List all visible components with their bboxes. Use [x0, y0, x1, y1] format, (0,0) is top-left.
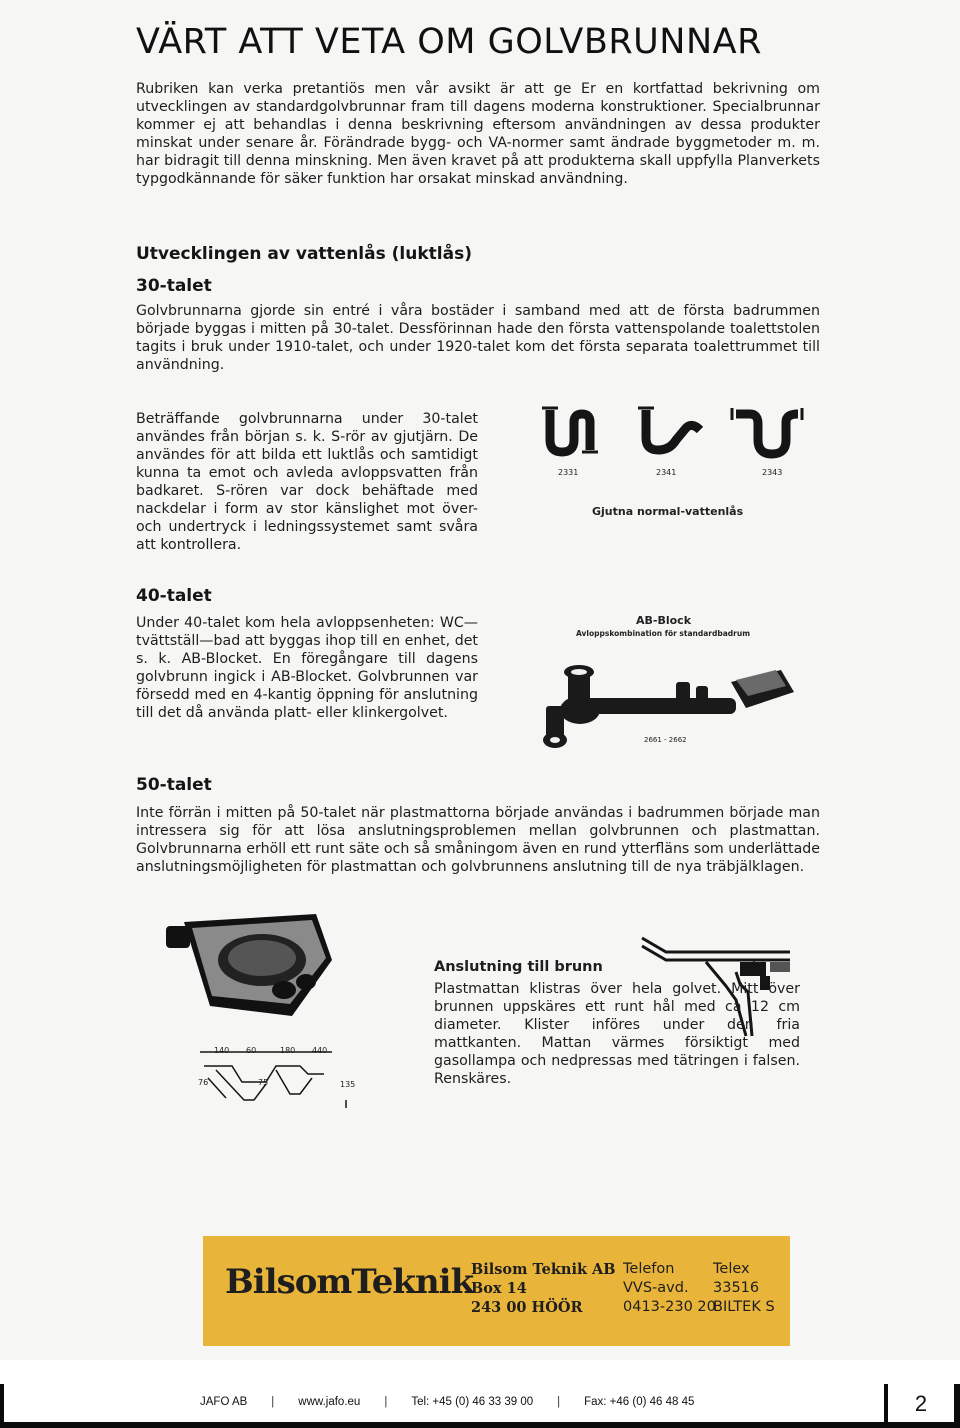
logo-text: BilsomTeknik	[225, 1262, 474, 1302]
company-city: 243 00 HÖÖR	[471, 1299, 583, 1316]
ab-block-number: 2661 - 2662	[644, 736, 687, 744]
intro-paragraph: Rubriken kan verka pretantiös men vår avsikt är att ge Er en kortfattad bekrivning om utvecklingen av standardgolvbrunnar fram till dagens moderna konstruktioner. Specialbrunnar kommer ej att behandlas i denna beskrivning eftersom användningen av dessa produkter minskat under senare år. Förändrade bygg- och VA-normer samt ändrade byggmetoder m. m. har bidragit till denna minskning. Men även kravet på att produkterna skall uppfylla Planverkets typgodkännande för säker funktion har orsakat minskad användning.	[136, 81, 820, 187]
company-box: Box 14	[471, 1280, 527, 1297]
page-title: VÄRT ATT VETA OM GOLVBRUNNAR	[136, 22, 762, 62]
telex-number: 33516	[713, 1280, 760, 1296]
floor-drain-illustration	[166, 912, 336, 1022]
dim-60: 60	[246, 1046, 257, 1055]
phone-sub: VVS-avd.	[623, 1280, 689, 1296]
phone-label: Telefon	[623, 1261, 675, 1277]
company-address	[471, 1260, 616, 1317]
connection-paragraph: Plastmattan klistras över hela golvet. Mitt över brunnen uppskäres ett runt hål med ca 12 cm diameter. Klister införes under den fria mattkanten. Mattan värmes försiktigt med gasollampa och nedpressas med tätringen i falsen. Renskäres.	[434, 981, 800, 1087]
paragraph-50-talet: Inte förrän i mitten på 50-talet när plastmattorna började användas i badrummen började man intressera sig för att lösa anslutningsproblemen mellan golvbrunnen och plastmattan. Golvbrunnarna erhöll ett runt säte och så småningom även en rund ytterfläns som underlättade anslutningsmöjligheten för plastmattan och golvbrunnens anslutning till de nya träbjälklagen.	[136, 805, 820, 875]
paragraph-s-ror: Beträffande golvbrunnarna under 30-talet användes från början s. k. S-rör av gjutjärn. De användes för att bilda ett luktlås och samtidigt kunna ta emot och avleda avloppsvatten från badkaret. S-rören var dock behäftade med nackdelar i form av stor känslighet mot över- och undertryck i ledningssystemet samt svåra att kontrollera.	[136, 411, 478, 553]
bilsom-teknik-logo	[225, 1262, 473, 1302]
footer-items: JAFO AB | www.jafo.eu | Tel: +45 (0) 46 33 39 00 | Fax: +46 (0) 46 48 45	[200, 1396, 695, 1408]
footer-contact-strip	[4, 1384, 884, 1422]
footer-bar	[0, 1384, 960, 1428]
dim-180: 180	[280, 1046, 296, 1055]
footer-fax: Fax: +46 (0) 46 48 45	[584, 1396, 695, 1408]
paragraph-40-talet: Under 40-talet kom hela avloppsenheten: WC—tvättställ—bad att byggas ihop till en enhet, det s. k. AB-Blocket. En föregångare till dagens golvbrunn ingick i AB-Blocket. Golvbrunnen var försedd med en 4-kantig öppning för anslutning till det då använda platt- eller klinkergolvet.	[136, 615, 478, 721]
footer-company: JAFO AB	[200, 1396, 248, 1408]
footer-phone: Tel: +45 (0) 46 33 39 00	[411, 1396, 534, 1408]
paragraph-30-talet: Golvbrunnarna gjorde sin entré i våra bostäder i samband med att de första badrummen började byggas i mitten på 30-talet. Dessförinnan hade den första vattenspolande toalettstolen tagits i bruk under 1910-talet, och under 1920-talet kom det första separata toalettrummet till användning.	[136, 303, 820, 373]
trap-number-3: 2343	[762, 468, 783, 477]
trap-figure-caption: Gjutna normal-vattenlås	[592, 505, 744, 518]
connection-heading: Anslutning till brunn	[434, 959, 603, 975]
trap-number-1: 2331	[558, 468, 579, 477]
trap-number-2: 2341	[656, 468, 677, 477]
heading-40-talet: 40-talet	[136, 586, 212, 606]
connection-text-block	[434, 958, 800, 1088]
phone-number: 0413-230 20	[623, 1299, 716, 1315]
telex-label: Telex	[713, 1261, 750, 1277]
dim-75: 75	[258, 1078, 269, 1087]
dim-76: 76	[198, 1078, 209, 1087]
heading-30-talet: 30-talet	[136, 276, 212, 296]
ab-block-title: AB-Block	[636, 614, 692, 627]
dim-140: 140	[214, 1046, 230, 1055]
phone-column	[623, 1260, 716, 1317]
heading-50-talet: 50-talet	[136, 775, 212, 795]
page-number: 2	[888, 1384, 954, 1422]
dim-135: 135	[340, 1080, 356, 1089]
company-name: Bilsom Teknik AB	[471, 1261, 616, 1278]
telex-code: BILTEK S	[713, 1299, 775, 1315]
section-heading: Utvecklingen av vattenlås (luktlås)	[136, 244, 472, 264]
ab-block-subtitle: Avloppskombination för standardbadrum	[576, 629, 751, 638]
dim-440: 440	[312, 1046, 328, 1055]
bilsom-teknik-banner	[203, 1236, 790, 1346]
footer-website-link[interactable]: www.jafo.eu	[298, 1396, 361, 1408]
telex-column	[713, 1260, 775, 1317]
